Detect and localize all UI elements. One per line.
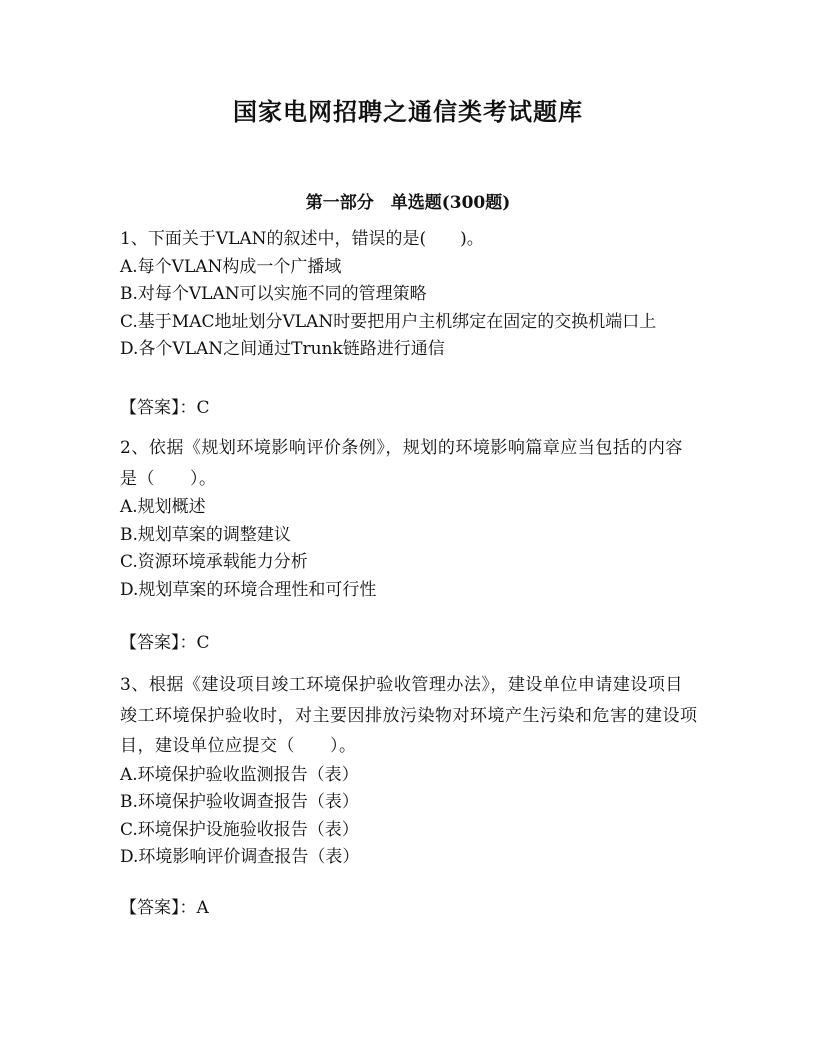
option-a: A.规划概述 (120, 497, 206, 517)
answer-2: 【答案】：C (120, 633, 210, 653)
option-a: A.每个VLAN构成一个广播域 (120, 256, 342, 277)
option-b: B.规划草案的调整建议 (120, 524, 291, 545)
document-title: 国家电网招聘之通信类考试题库 (233, 97, 583, 126)
answer-1: 【答案】：C (120, 398, 210, 418)
question-stem: 2、依据《规划环境影响评价条例》，规划的环境影响篇章应当包括的内容是（ ）。 (120, 438, 683, 489)
section-heading: 第一部分 单选题(300题) (305, 193, 511, 213)
option-d: D.规划草案的环境合理性和可行性 (120, 579, 377, 600)
option-b: B.环境保护验收调查报告（表） (120, 792, 359, 812)
option-d: D.各个VLAN之间通过Trunk链路进行通信 (120, 339, 445, 359)
question-stem: 3、根据《建设项目竣工环境保护验收管理办法》，建设单位申请建设项目竣工环境保护验收时，对主要因排放污染物对环境产生污染和危害的建设项目，建设单位应提交（ ）。 (120, 675, 698, 756)
option-d: D.环境影响评价调查报告（表） (120, 847, 360, 867)
question-1 (120, 226, 700, 364)
question-2 (120, 433, 700, 604)
option-c: C.基于MAC地址划分VLAN时要把用户主机绑定在固定的交换机端口上 (120, 311, 657, 332)
question-stem: 1、下面关于VLAN的叙述中，错误的是( )。 (120, 229, 484, 249)
option-c: C.资源环境承载能力分析 (120, 552, 308, 572)
option-c: C.环境保护设施验收报告（表） (120, 819, 359, 840)
option-a: A.环境保护验收监测报告（表） (120, 764, 359, 785)
question-3 (120, 670, 700, 872)
answer-3: 【答案】：A (120, 898, 209, 918)
option-b: B.对每个VLAN可以实施不同的管理策略 (120, 284, 427, 304)
